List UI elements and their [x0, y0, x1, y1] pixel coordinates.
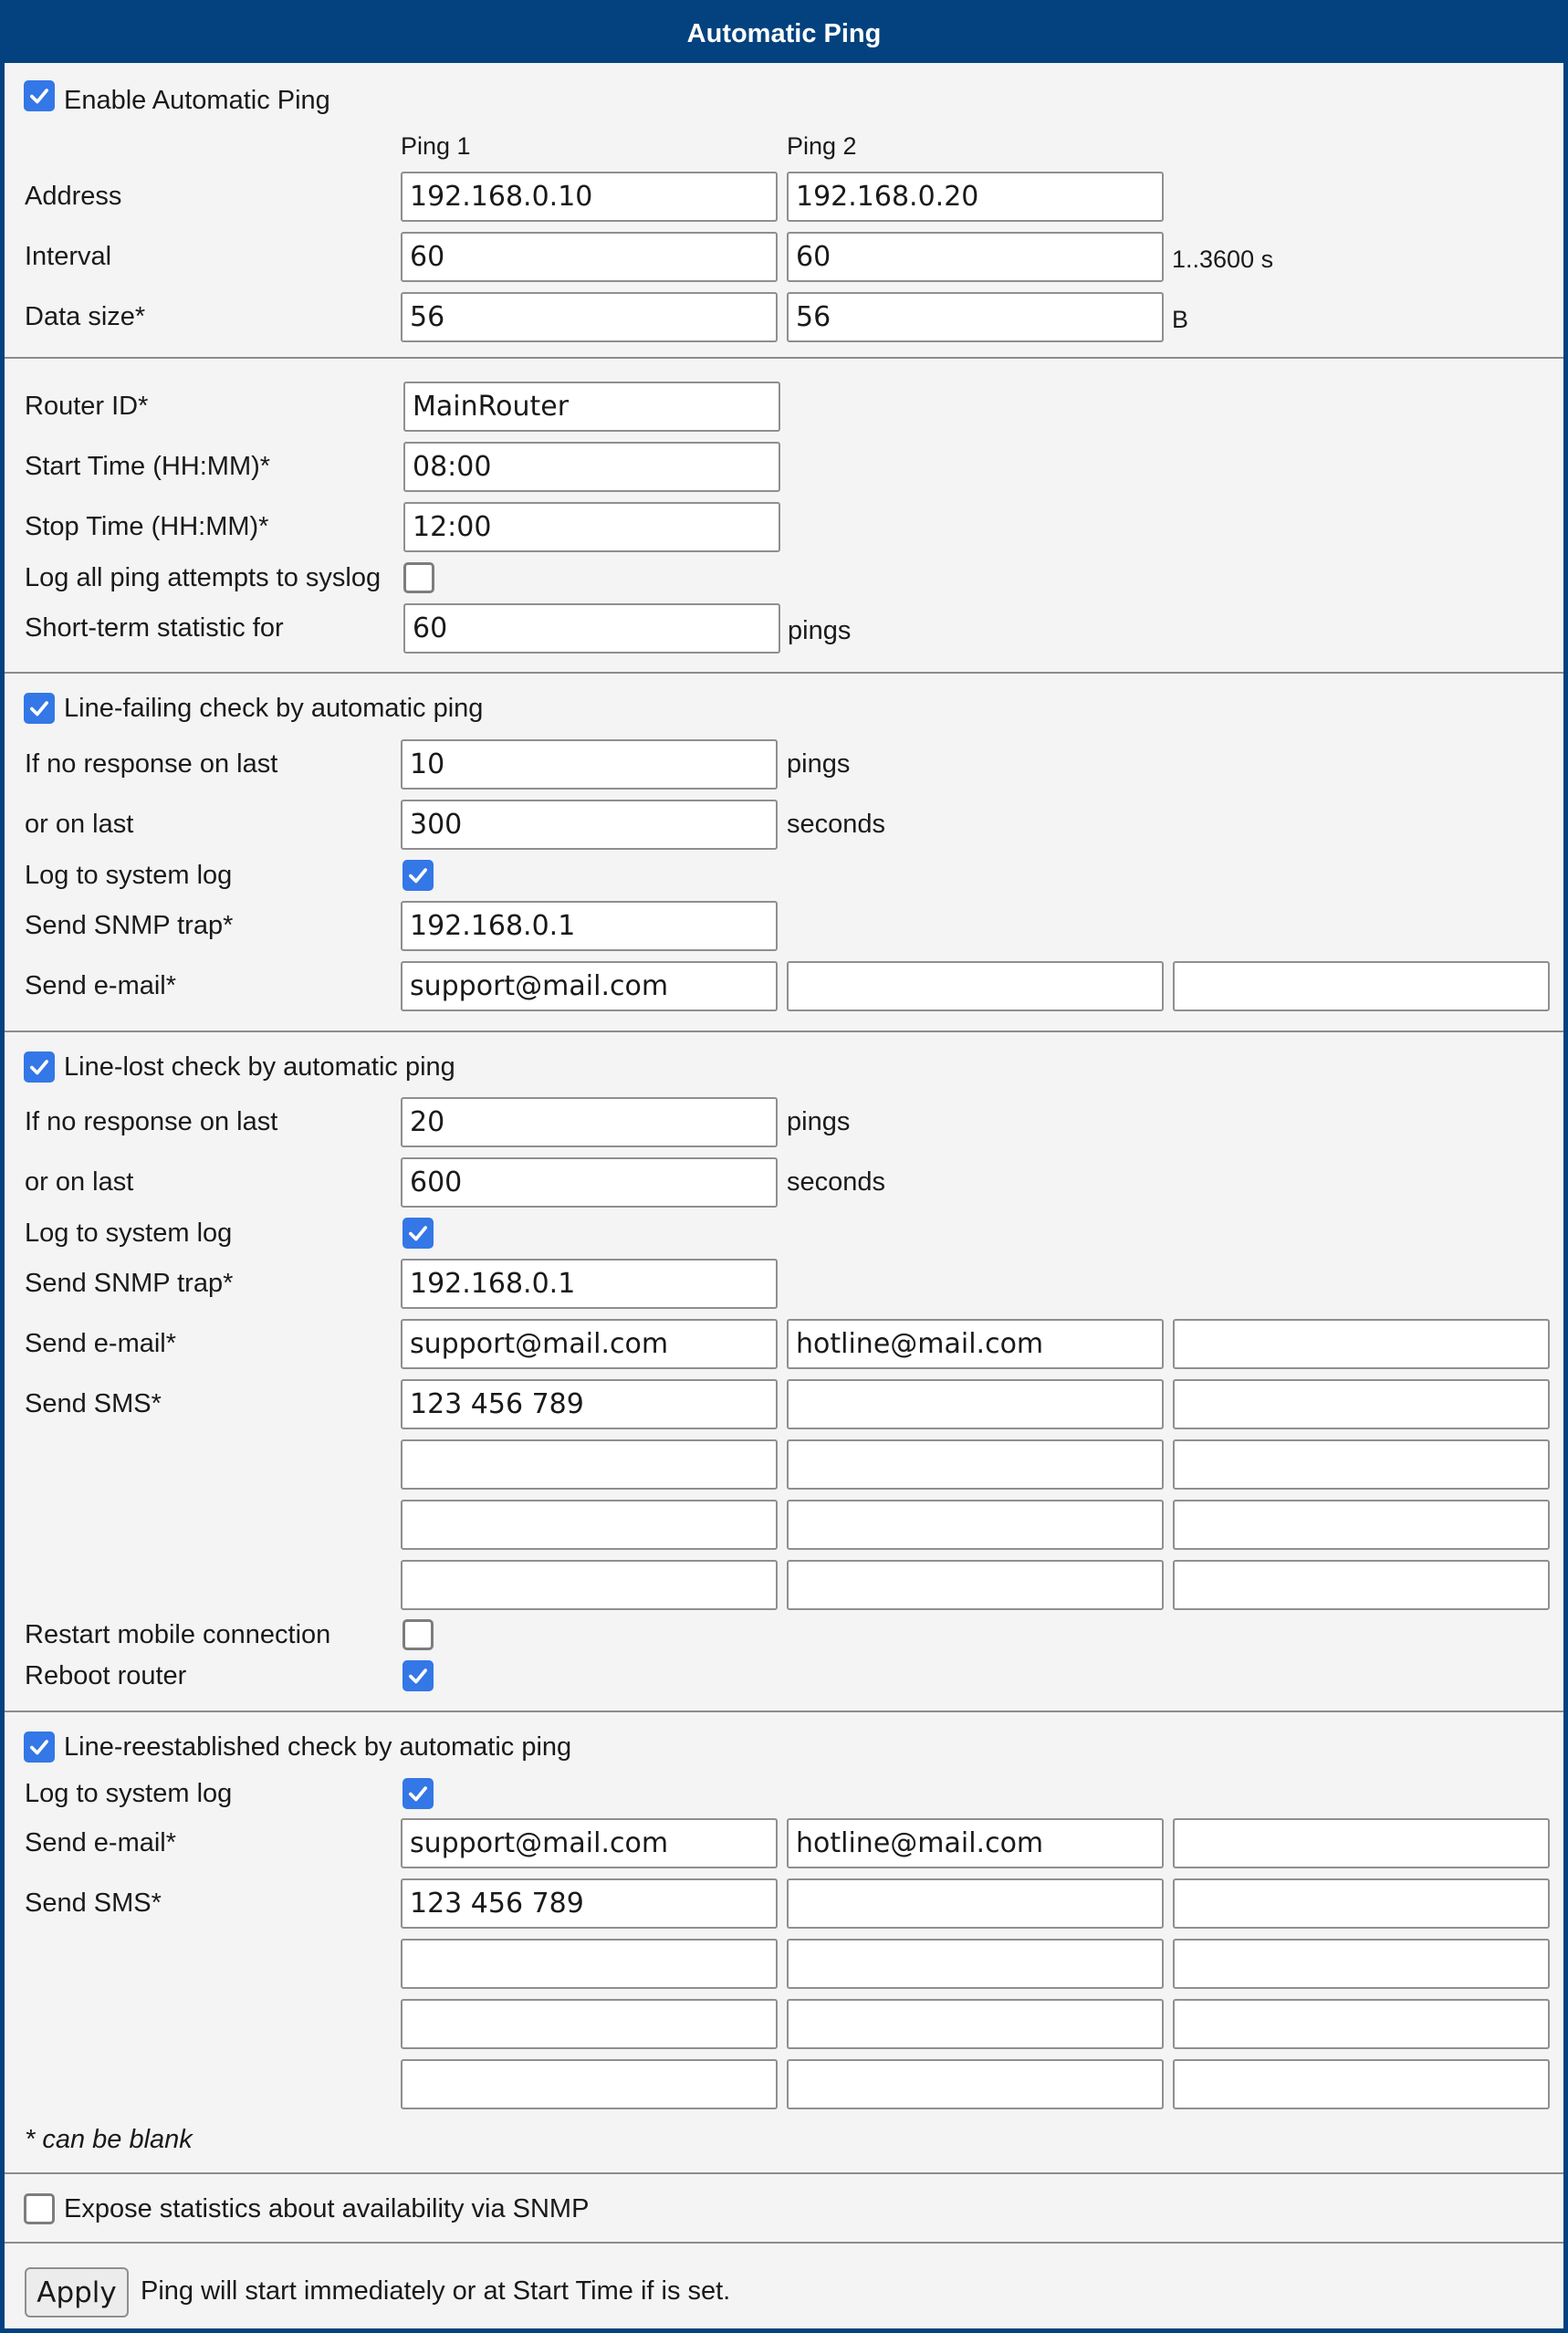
panel-title: Automatic Ping [5, 5, 1563, 63]
lr-sms-input-3[interactable] [1173, 1878, 1550, 1929]
ping2-header: Ping 2 [787, 132, 857, 160]
lr-sms-input-1[interactable] [401, 1878, 778, 1929]
ll-reboot-label: Reboot router [25, 1661, 187, 1690]
ping2-address-input[interactable] [787, 172, 1164, 222]
lf-no-response-label: If no response on last [25, 749, 278, 779]
apply-info-text: Ping will start immediately or at Start Time if is set. [141, 2276, 731, 2306]
lr-sms-input-10[interactable] [401, 2059, 778, 2109]
lr-sms-input-11[interactable] [787, 2059, 1164, 2109]
lf-email-label: Send e-mail* [25, 971, 177, 1000]
ll-restart-checkbox[interactable] [402, 1619, 434, 1650]
log-all-pings-checkbox[interactable] [403, 562, 434, 593]
section-divider [5, 2172, 1563, 2174]
ping2-datasize-input[interactable] [787, 292, 1164, 342]
ll-email-input-1[interactable] [401, 1319, 778, 1369]
ll-email-input-3[interactable] [1173, 1319, 1550, 1369]
blank-note: * can be blank [25, 2125, 193, 2154]
ll-sms-label: Send SMS* [25, 1389, 162, 1418]
line-failing-label: Line-failing check by automatic ping [64, 694, 484, 723]
check-icon [406, 1221, 430, 1245]
router-id-input[interactable] [403, 382, 780, 432]
ll-sms-input-12[interactable] [1173, 1560, 1550, 1610]
lr-sms-input-5[interactable] [787, 1939, 1164, 1989]
ll-sms-input-1[interactable] [401, 1379, 778, 1429]
ping1-interval-input[interactable] [401, 232, 778, 282]
ll-no-response-label: If no response on last [25, 1107, 278, 1136]
address-label: Address [25, 182, 122, 211]
lf-snmp-label: Send SNMP trap* [25, 911, 234, 940]
apply-button[interactable]: Apply [25, 2267, 129, 2317]
start-time-input[interactable] [403, 442, 780, 492]
lf-log-checkbox[interactable] [402, 860, 434, 891]
ll-sms-input-11[interactable] [787, 1560, 1164, 1610]
expose-snmp-label: Expose statistics about availability via SNMP [64, 2194, 590, 2223]
ping1-address-input[interactable] [401, 172, 778, 222]
short-term-unit: pings [788, 616, 852, 645]
datasize-label: Data size* [25, 302, 146, 331]
lf-email-input-3[interactable] [1173, 961, 1550, 1011]
ll-seconds-unit: seconds [787, 1167, 886, 1197]
lf-or-last-input[interactable] [401, 800, 778, 850]
ping1-datasize-input[interactable] [401, 292, 778, 342]
line-reestablished-label: Line-reestablished check by automatic ping [64, 1732, 572, 1762]
stop-time-label: Stop Time (HH:MM)* [25, 512, 269, 541]
ll-or-last-input[interactable] [401, 1157, 778, 1208]
check-icon [27, 1735, 51, 1759]
ll-log-label: Log to system log [25, 1219, 233, 1248]
lf-email-input-2[interactable] [787, 961, 1164, 1011]
lf-seconds-unit: seconds [787, 810, 886, 839]
expose-snmp-checkbox[interactable] [24, 2193, 55, 2224]
lr-email-input-1[interactable] [401, 1818, 778, 1868]
line-reestablished-checkbox[interactable] [24, 1731, 55, 1763]
check-icon [27, 84, 51, 108]
section-divider [5, 672, 1563, 674]
datasize-unit: B [1172, 306, 1189, 333]
enable-automatic-ping-label: Enable Automatic Ping [64, 86, 330, 115]
lf-or-last-label: or on last [25, 810, 134, 839]
start-time-label: Start Time (HH:MM)* [25, 452, 271, 481]
line-lost-checkbox[interactable] [24, 1051, 55, 1083]
section-divider [5, 1030, 1563, 1032]
ll-sms-input-10[interactable] [401, 1560, 778, 1610]
lr-sms-input-12[interactable] [1173, 2059, 1550, 2109]
ll-sms-input-5[interactable] [787, 1439, 1164, 1490]
line-failing-checkbox[interactable] [24, 693, 55, 724]
section-divider [5, 2242, 1563, 2244]
ll-or-last-label: or on last [25, 1167, 134, 1197]
ll-sms-input-9[interactable] [1173, 1500, 1550, 1550]
lf-log-label: Log to system log [25, 861, 233, 890]
short-term-input[interactable] [403, 603, 780, 654]
ll-sms-input-7[interactable] [401, 1500, 778, 1550]
lr-email-label: Send e-mail* [25, 1828, 177, 1857]
lf-email-input-1[interactable] [401, 961, 778, 1011]
lf-no-response-input[interactable] [401, 739, 778, 790]
check-icon [406, 863, 430, 887]
ll-snmp-label: Send SNMP trap* [25, 1269, 234, 1298]
ll-email-input-2[interactable] [787, 1319, 1164, 1369]
lr-log-label: Log to system log [25, 1779, 233, 1808]
log-all-pings-label: Log all ping attempts to syslog [25, 563, 382, 592]
check-icon [406, 1664, 430, 1688]
lf-snmp-input[interactable] [401, 901, 778, 951]
lr-email-input-2[interactable] [787, 1818, 1164, 1868]
lr-sms-input-4[interactable] [401, 1939, 778, 1989]
ll-snmp-input[interactable] [401, 1259, 778, 1309]
ll-sms-input-3[interactable] [1173, 1379, 1550, 1429]
enable-automatic-ping-checkbox[interactable] [24, 80, 55, 111]
ping1-header: Ping 1 [401, 132, 471, 160]
section-divider [5, 357, 1563, 359]
lr-sms-label: Send SMS* [25, 1888, 162, 1918]
lr-sms-input-8[interactable] [787, 1999, 1164, 2049]
interval-label: Interval [25, 242, 112, 271]
lr-sms-input-6[interactable] [1173, 1939, 1550, 1989]
ll-sms-input-2[interactable] [787, 1379, 1164, 1429]
lr-sms-input-2[interactable] [787, 1878, 1164, 1929]
check-icon [27, 1055, 51, 1079]
ll-reboot-checkbox[interactable] [402, 1660, 434, 1691]
ll-restart-label: Restart mobile connection [25, 1620, 331, 1649]
section-divider [5, 1711, 1563, 1712]
ll-no-response-input[interactable] [401, 1097, 778, 1147]
ll-pings-unit: pings [787, 1107, 851, 1136]
lr-log-checkbox[interactable] [402, 1778, 434, 1809]
stop-time-input[interactable] [403, 502, 780, 552]
ll-sms-input-6[interactable] [1173, 1439, 1550, 1490]
check-icon [406, 1782, 430, 1805]
interval-unit: 1..3600 s [1172, 246, 1274, 273]
ll-email-label: Send e-mail* [25, 1329, 177, 1358]
check-icon [27, 696, 51, 720]
lr-email-input-3[interactable] [1173, 1818, 1550, 1868]
ping2-interval-input[interactable] [787, 232, 1164, 282]
line-lost-label: Line-lost check by automatic ping [64, 1052, 455, 1082]
ll-log-checkbox[interactable] [402, 1218, 434, 1249]
ll-sms-input-4[interactable] [401, 1439, 778, 1490]
ll-sms-input-8[interactable] [787, 1500, 1164, 1550]
lr-sms-input-9[interactable] [1173, 1999, 1550, 2049]
lf-pings-unit: pings [787, 749, 851, 779]
router-id-label: Router ID* [25, 392, 149, 421]
short-term-label: Short-term statistic for [25, 613, 284, 643]
lr-sms-input-7[interactable] [401, 1999, 778, 2049]
